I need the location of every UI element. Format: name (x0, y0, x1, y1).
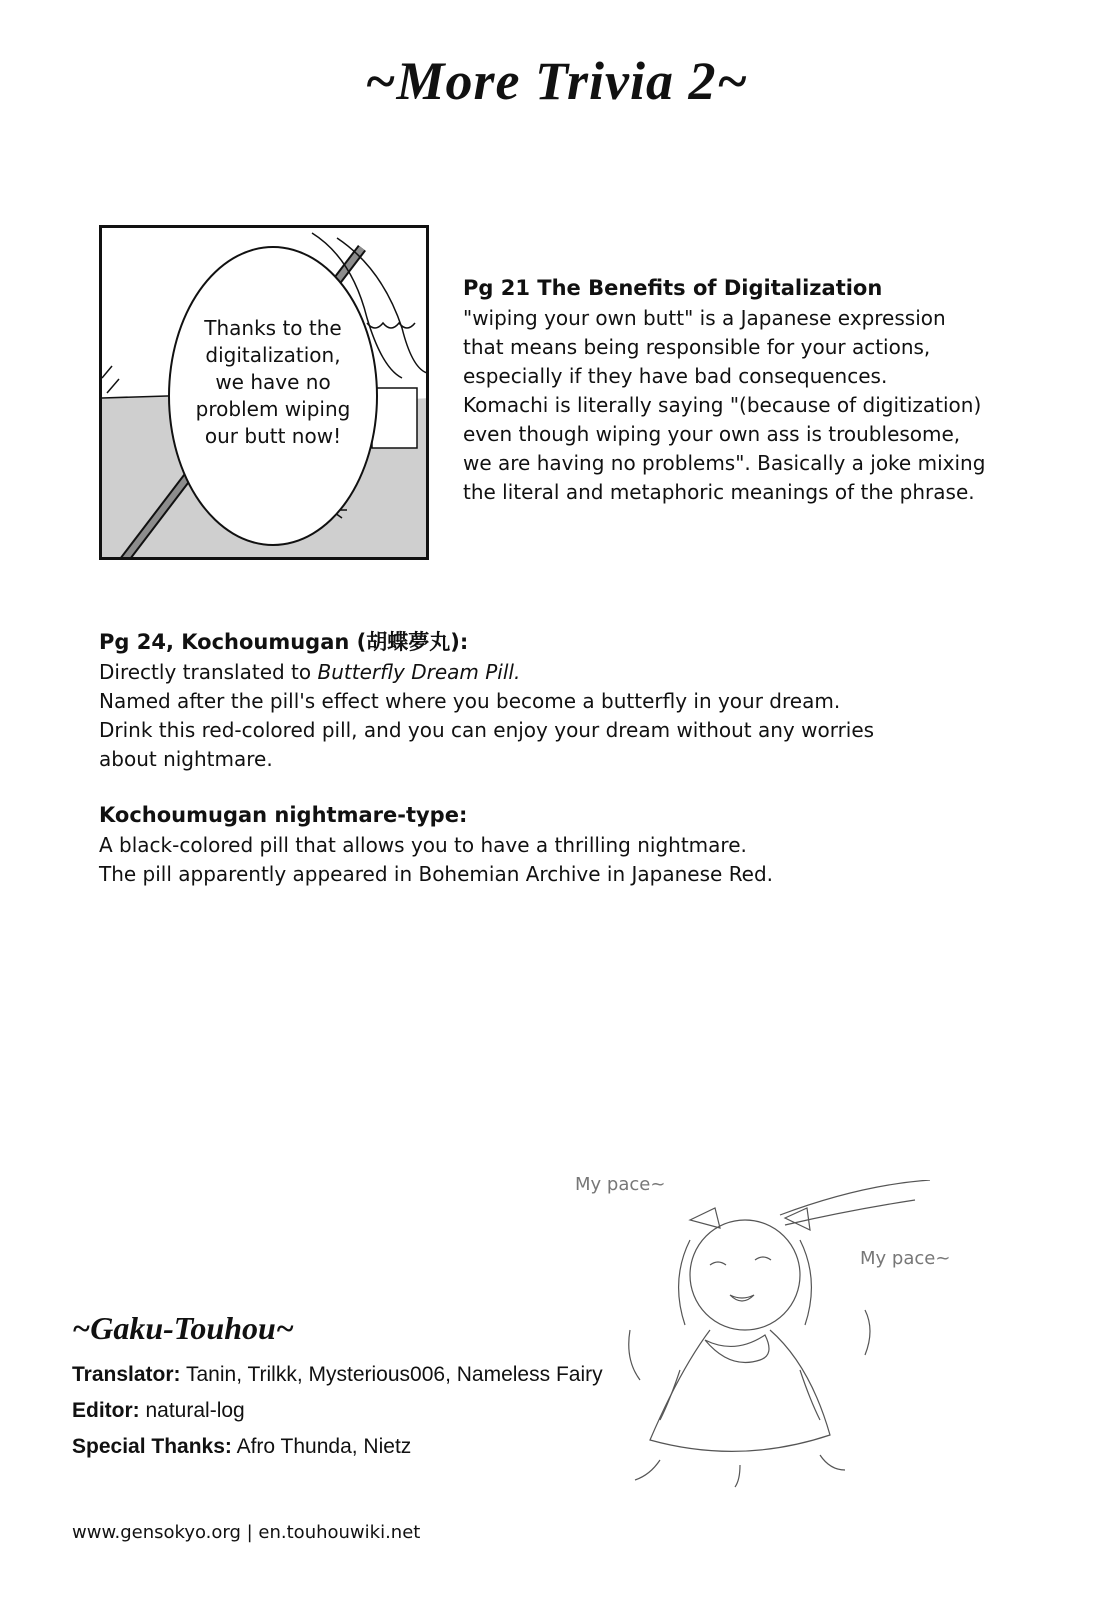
group-name: ~Gaku-Touhou~ (72, 1310, 295, 1346)
section-line: about nightmare. (99, 747, 273, 771)
section-heading: Pg 24, Kochoumugan (胡蝶夢丸): (99, 630, 469, 654)
section-heading: Pg 21 The Benefits of Digitalization (463, 276, 883, 300)
section-line: A black-colored pill that allows you to have a thrilling nightmare. (99, 833, 747, 857)
credit-editor (72, 1399, 245, 1423)
section-line: The pill apparently appeared in Bohemian Archive in Japanese Red. (99, 862, 774, 886)
sketch-drawing (570, 1180, 970, 1490)
sketch-caption: My pace~ (575, 1174, 666, 1195)
section-line (99, 658, 874, 687)
section-line: "wiping your own butt" is a Japanese expression (463, 306, 946, 330)
line-italic: Butterfly Dream Pill. (317, 660, 521, 684)
credit-value: natural-log (139, 1399, 245, 1422)
section-line: we are having no problems". Basically a joke mixing (463, 451, 986, 475)
credit-label: Editor: (72, 1399, 140, 1422)
speech-bubble-text: Thanks to the digitalization, we have no problem wiping our butt now! (195, 315, 351, 448)
credit-value: Afro Thunda, Nietz (231, 1435, 412, 1458)
section-line: even though wiping your own ass is troublesome, (463, 422, 961, 446)
section-line: Komachi is literally saying "(because of digitization) (463, 393, 982, 417)
line-prefix: Directly translated to (99, 660, 318, 684)
trivia-section-nightmare-type (99, 800, 773, 889)
speech-bubble (168, 246, 378, 546)
page-title: ~More Trivia 2~ (364, 51, 749, 111)
section-line: the literal and metaphoric meanings of the phrase. (463, 480, 975, 504)
credit-translator (72, 1363, 603, 1387)
credit-label: Translator: (72, 1363, 181, 1386)
credit-label: Special Thanks: (72, 1435, 232, 1458)
section-line: Named after the pill's effect where you become a butterfly in your dream. (99, 689, 841, 713)
section-line: that means being responsible for your actions, (463, 335, 931, 359)
trivia-section-benefits (463, 273, 985, 507)
section-line: especially if they have bad consequences. (463, 364, 888, 388)
credit-value: Tanin, Trilkk, Mysterious006, Nameless Fairy (180, 1363, 603, 1386)
section-heading: Kochoumugan nightmare-type: (99, 803, 468, 827)
character-sketch (570, 1174, 970, 1494)
sketch-caption: My pace~ (860, 1248, 951, 1269)
manga-panel (99, 225, 429, 560)
credit-special-thanks (72, 1435, 411, 1459)
trivia-section-kochoumugan (99, 627, 874, 774)
section-line: Drink this red-colored pill, and you can enjoy your dream without any worries (99, 718, 875, 742)
footer-links: www.gensokyo.org | en.touhouwiki.net (72, 1522, 421, 1543)
